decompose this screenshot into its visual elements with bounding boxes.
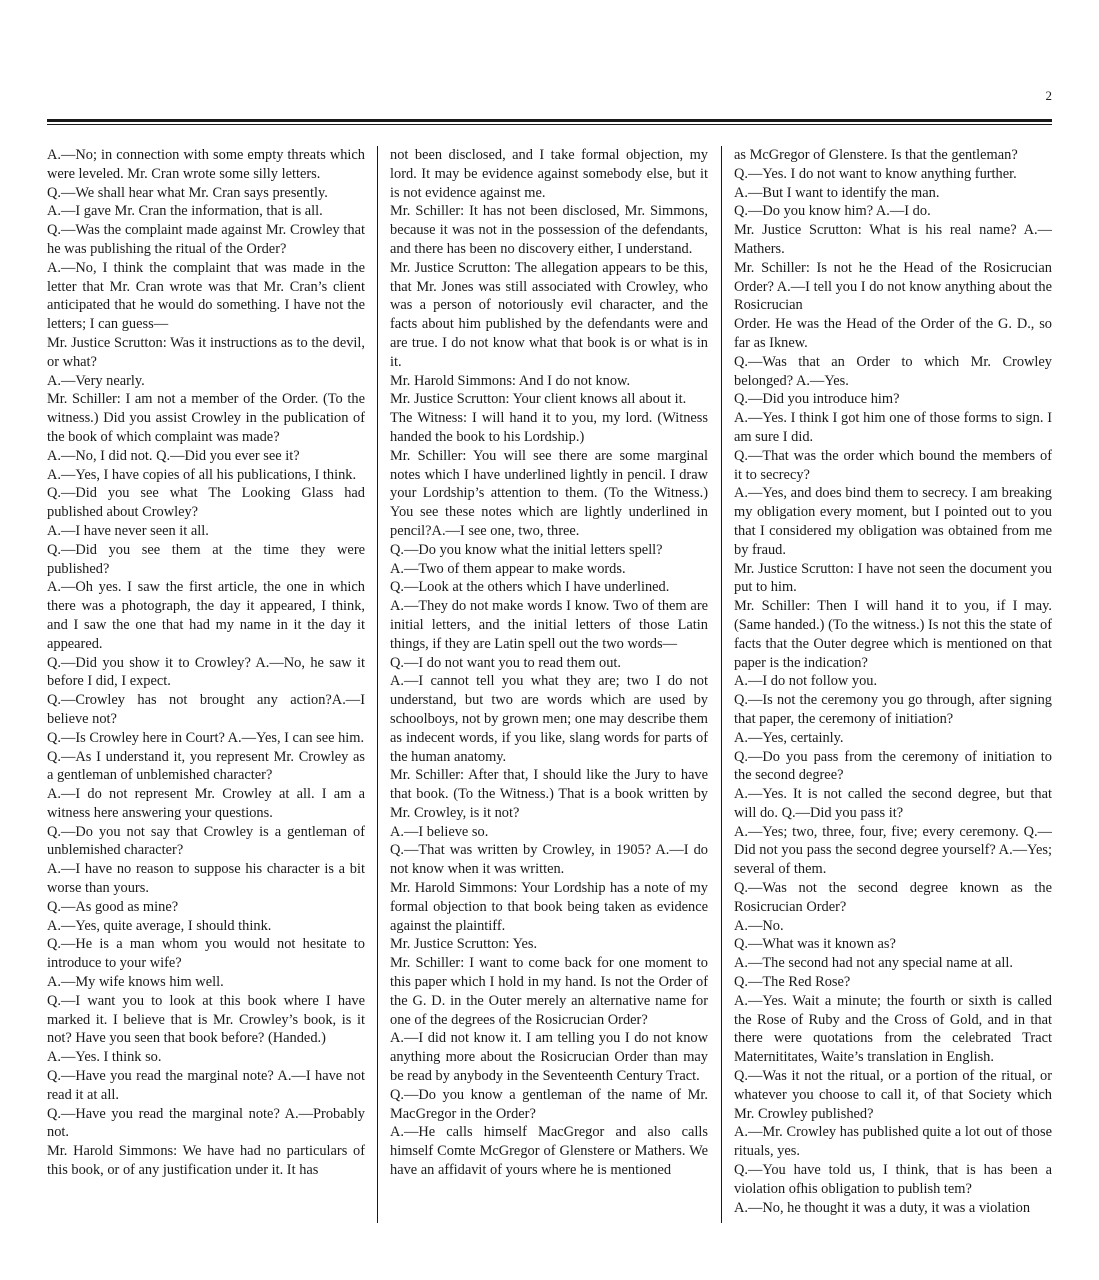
transcript-paragraph: A.—Yes. It is not called the second degree, but that will do. Q.—Did you pass it? [734,786,1052,821]
transcript-paragraph: Q.—Look at the others which I have underlined. [390,579,670,596]
transcript-paragraph: Mr. Schiller: Then I will hand it to you, if I may. (Same handed.) (To the witness.) Is not this the state of facts that the Outer degree which is mentioned on that paper is the indication? [734,598,1052,671]
column-divider-1 [377,146,378,1223]
transcript-paragraph: A.—No, he thought it was a duty, it was a violation [734,1199,1031,1216]
text-column-2 [390,146,708,1224]
transcript-paragraph: Q.—You have told us, I think, that is has been a violation ofhis obligation to publish tem? [734,1162,1052,1197]
text-column-3 [734,146,1052,1224]
column-divider-2 [721,146,722,1223]
transcript-paragraph: Q.—Was the complaint made against Mr. Crowley that he was publishing the ritual of the Order? [47,222,365,257]
transcript-paragraph: A.—I do not follow you. [734,673,878,690]
transcript-paragraph: Q.—Is Crowley here in Court? A.—Yes, I can see him. [47,729,365,746]
transcript-paragraph: Q.—That was the order which bound the members of it to secrecy? [734,447,1052,483]
transcript-paragraph: A.—Yes, quite average, I should think. [47,917,272,934]
transcript-paragraph: A.—Oh yes. I saw the first article, the one in which there was a photograph, the day it appeared, I think, and I saw the one that had my name in it the day it appeared. [47,579,365,652]
transcript-paragraph: A.—Two of them appear to make words. [390,560,626,577]
transcript-paragraph: Mr. Schiller: Is not he the Head of the Rosicrucian Order? A.—I tell you I do not know anything about the Rosicrucian [734,259,1052,314]
transcript-paragraph: Mr. Justice Scrutton: I have not seen the document you put to him. [734,560,1052,596]
transcript-paragraph: Q.—I want you to look at this book where I have marked it. I believe that is Mr. Crowley’s book, is it not? Have you seen that book before? (Handed.) [47,992,365,1047]
transcript-paragraph: Q.—Do you not say that Crowley is a gentleman of unblemished character? [47,823,365,859]
transcript-paragraph: Q.—Do you pass from the ceremony of initiation to the second degree? [734,748,1052,784]
transcript-paragraph: Q.—Did you see what The Looking Glass had published about Crowley? [47,485,365,521]
transcript-paragraph: not been disclosed, and I take formal objection, my lord. It may be evidence against somebody else, but it is not evidence against me. [390,147,708,201]
transcript-paragraph: Mr. Schiller: I am not a member of the Order. (To the witness.) Did you assist Crowley in the publication of the book of which complaint was made? [47,391,365,445]
transcript-paragraph: A.—I have no reason to suppose his character is a bit worse than yours. [47,861,365,897]
transcript-paragraph: Q.—I do not want you to read them out. [390,654,622,671]
transcript-paragraph: The Witness: I will hand it to you, my lord. (Witness handed the book to his Lordship.) [390,410,708,445]
transcript-paragraph: A.—No, I did not. Q.—Did you ever see it? [47,447,300,464]
transcript-paragraph: Q.—As I understand it, you represent Mr. Crowley as a gentleman of unblemished character? [47,748,365,784]
transcript-paragraph: Mr. Justice Scrutton: The allegation appears to be this, that Mr. Jones was still associated with Crowley, who was a person of notoriously evil character, and the facts about him published by the defendants were and are true. I do not know what that book is or what is in it. [390,259,708,370]
transcript-paragraph: Q.—Do you know what the initial letters spell? [390,541,663,558]
transcript-paragraph: Q.—What was it known as? [734,936,896,953]
transcript-paragraph: Q.—As good as mine? [47,898,179,915]
header-rule-thin [47,124,1052,125]
transcript-paragraph: Mr. Harold Simmons: We have had no particulars of this book, or of any justification under it. It has [47,1143,365,1179]
transcript-paragraph: Mr. Harold Simmons: Your Lordship has a note of my formal objection to that book being taken as evidence against the plaintiff. [390,880,708,934]
transcript-paragraph: as McGregor of Glenstere. Is that the gentleman? [734,147,1018,163]
transcript-paragraph: Q.—Is not the ceremony you go through, after signing that paper, the ceremony of initiation? [734,692,1052,727]
transcript-paragraph: A.—Yes. Wait a minute; the fourth or sixth is called the Rose of Ruby and the Cross of Gold, and in that there were quotations from the celebrated Tract Maternititates, Waite’s translation in English. [734,992,1052,1066]
transcript-paragraph: A.—No. [734,917,784,934]
transcript-paragraph: A.—He calls himself MacGregor and also calls himself Comte McGregor of Glenstere or Mathers. We have an affidavit of yours where he is mentioned [390,1124,708,1179]
transcript-paragraph: A.—They do not make words I know. Two of them are initial letters, and the initial letters of those Latin things, if they are Latin spell out the two words— [390,598,708,652]
transcript-paragraph: A.—Yes, and does bind them to secrecy. I am breaking my obligation every moment, but I pointed out to you that I considered my obligation was obtained from me by fraud. [734,485,1052,558]
transcript-paragraph: Mr. Schiller: I want to come back for one moment to this paper which I hold in my hand. Is not the Order of the G. D. in the Outer merely an alternative name for one of the degrees of the Rosicrucian Order? [390,955,708,1028]
page-number: 2 [1045,88,1052,103]
transcript-paragraph: Mr. Justice Scrutton: What is his real name? A.—Mathers. [734,222,1052,257]
transcript-paragraph: Q.—Do you know him? A.—I do. [734,203,931,220]
transcript-paragraph: Q.—The Red Rose? [734,974,851,991]
transcript-paragraph: A.—I have never seen it all. [47,522,209,539]
transcript-paragraph: Q.—He is a man whom you would not hesitate to introduce to your wife? [47,936,365,972]
transcript-paragraph: Q.—Have you read the marginal note? A.—I have not read it at all. [47,1068,365,1103]
transcript-paragraph: Q.—Was that an Order to which Mr. Crowley belonged? A.—Yes. [734,353,1052,389]
transcript-paragraph: Q.—We shall hear what Mr. Cran says presently. [47,184,328,201]
transcript-paragraph: A.—The second had not any special name at all. [734,955,1013,972]
transcript-paragraph: A.—I do not represent Mr. Crowley at all. I am a witness here answering your questions. [47,786,365,821]
transcript-paragraph: Mr. Justice Scrutton: Your client knows all about it. [390,391,687,408]
transcript-paragraph: Mr. Schiller: After that, I should like the Jury to have that book. (To the Witness.) That is a book written by Mr. Crowley, is it not? [390,767,708,821]
transcript-paragraph: A.—Yes. I think I got him one of those forms to sign. I am sure I did. [734,410,1052,445]
transcript-paragraph: Q.—Was it not the ritual, or a portion of the ritual, or whatever you choose to call it, of that Society which Mr. Crowley published? [734,1068,1052,1122]
transcript-paragraph: Order. He was the Head of the Order of the G. D., so far as Iknew. [734,316,1052,351]
transcript-paragraph: A.—Yes. I think so. [47,1049,162,1066]
transcript-paragraph: Q.—Did you see them at the time they were published? [47,541,365,577]
transcript-paragraph: Q.—Did you show it to Crowley? A.—No, he saw it before I did, I expect. [47,654,365,690]
transcript-paragraph: Mr. Schiller: You will see there are some marginal notes which I have underlined lightly in pencil. I draw your Lordship’s attention to them. (To the Witness.) You see these notes which are lightly underlined in pencil?A.—I see one, two, three. [390,447,708,539]
transcript-paragraph: A.—No, I think the complaint that was made in the letter that Mr. Cran wrote was that Mr. Cran’s client anticipated that he would do something. I have not the letters; I can guess— [47,259,365,333]
transcript-paragraph: A.—Yes, I have copies of all his publications, I think. [47,466,357,483]
transcript-paragraph: A.—But I want to identify the man. [734,184,940,201]
transcript-paragraph: Mr. Schiller: It has not been disclosed, Mr. Simmons, because it was not in the possession of the defendants, and there has been no discovery either, I understand. [390,203,708,257]
transcript-paragraph: Q.—Have you read the marginal note? A.—Probably not. [47,1105,365,1141]
transcript-paragraph: A.—I cannot tell you what they are; two I do not understand, but two are words which are used by schoolboys, not by grown men; one may describe them as indecent words, if you like, slang words for parts of the human anatomy. [390,673,708,765]
text-column-1 [47,146,365,1224]
transcript-paragraph: Mr. Justice Scrutton: Yes. [390,936,538,953]
transcript-paragraph: Mr. Justice Scrutton: Was it instructions as to the devil, or what? [47,334,365,370]
transcript-paragraph: A.—Mr. Crowley has published quite a lot out of those rituals, yes. [734,1124,1052,1160]
transcript-paragraph: A.—My wife knows him well. [47,974,224,991]
header-rule-thick [47,119,1052,122]
transcript-paragraph: Mr. Harold Simmons: And I do not know. [390,372,631,389]
transcript-paragraph: A.—I did not know it. I am telling you I do not know anything more about the Rosicrucian Order than may be read by anybody in the Seventeenth Century Tract. [390,1030,708,1085]
transcript-paragraph: Q.—Crowley has not brought any action?A.—I believe not? [47,692,365,727]
transcript-paragraph: A.—Yes; two, three, four, five; every ceremony. Q.—Did not you pass the second degree yourself? A.—Yes; several of them. [734,823,1052,878]
transcript-paragraph: Q.—Did you introduce him? [734,391,900,408]
transcript-paragraph: A.—No; in connection with some empty threats which were leveled. Mr. Cran wrote some silly letters. [47,147,365,182]
transcript-paragraph: A.—Yes, certainly. [734,729,844,746]
transcript-paragraph: A.—I believe so. [390,823,489,840]
transcript-paragraph: Q.—That was written by Crowley, in 1905? A.—I do not know when it was written. [390,842,708,878]
transcript-paragraph: Q.—Do you know a gentleman of the name of Mr. MacGregor in the Order? [390,1086,708,1122]
transcript-paragraph: A.—I gave Mr. Cran the information, that is all. [47,203,323,220]
transcript-paragraph: Q.—Yes. I do not want to know anything further. [734,165,1017,182]
transcript-paragraph: Q.—Was not the second degree known as the Rosicrucian Order? [734,880,1052,915]
transcript-paragraph: A.—Very nearly. [47,372,145,389]
